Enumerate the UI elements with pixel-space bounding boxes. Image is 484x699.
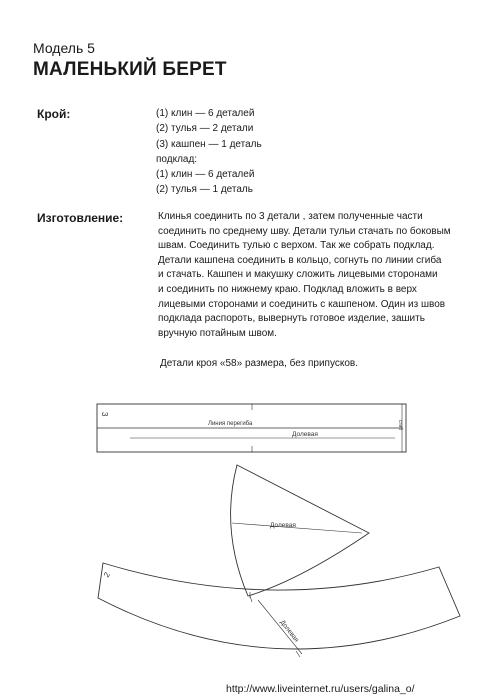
cut-item: (1) клин — 6 деталей <box>156 169 255 181</box>
instruction-line: лицевыми сторонами и соединить с кашпеном. Один из швов <box>158 298 446 310</box>
gore-grain-line <box>232 523 362 533</box>
page-title: МАЛЕНЬКИЙ БЕРЕТ <box>33 59 227 80</box>
source-url: http://www.liveinternet.ru/users/galina_o/ <box>226 683 415 695</box>
band-side-label: сгиб <box>397 420 403 430</box>
instruction-line: и стачать. Кашпен и макушку сложить лицевыми сторонами <box>158 269 438 281</box>
instruction-line: Клинья соединить по 3 детали , затем полученные части <box>158 211 423 222</box>
gore-outline <box>231 465 369 596</box>
cut-item: (1) клин — 6 деталей <box>156 108 255 119</box>
pattern-piece-band <box>97 404 406 452</box>
band-number: 3 <box>100 412 109 417</box>
crown-number: 2 <box>101 570 112 579</box>
instruction-line: вручную потайным швом. <box>158 327 277 339</box>
model-number: Модель 5 <box>33 40 95 56</box>
pattern-piece-crown <box>98 563 460 657</box>
crown-grain-line <box>258 600 302 654</box>
cut-section-label: Крой: <box>37 107 71 121</box>
cut-item: (2) тулья — 2 детали <box>156 123 254 135</box>
crown-outline <box>98 563 460 649</box>
cut-item: подклад: <box>156 153 198 165</box>
gore-grain-label: Долевая <box>270 522 296 529</box>
crown-grain-label: Долевая <box>278 618 300 644</box>
instruction-line: швам. Соединить тулью с верхом. Так же собрать подклад. <box>158 240 435 252</box>
band-grain-label: Долевая <box>292 431 318 438</box>
band-fold-label: Линия перегиба <box>208 421 253 427</box>
making-section-label: Изготовление: <box>37 211 124 225</box>
pattern-piece-gore <box>231 465 369 598</box>
crown-notch-bottom <box>296 651 300 657</box>
cut-item: (3) кашпен — 1 деталь <box>156 138 262 150</box>
instruction-line: Детали кашпена соединить в кольцо, согнуть по линии сгиба <box>158 254 442 266</box>
size-note: Детали кроя «58» размера, без припусков. <box>160 358 358 369</box>
instruction-line: соединить по среднему шву. Детали тульи стачать по боковым <box>158 225 451 237</box>
crown-notch-top <box>250 596 252 602</box>
instruction-line: подклада распороть, вывернуть готовое изделие, зашить <box>158 313 425 325</box>
cut-item: (2) тулья — 1 деталь <box>156 184 253 196</box>
instruction-line: и соединить по нижнему краю. Подклад вложить в верх <box>158 283 417 295</box>
